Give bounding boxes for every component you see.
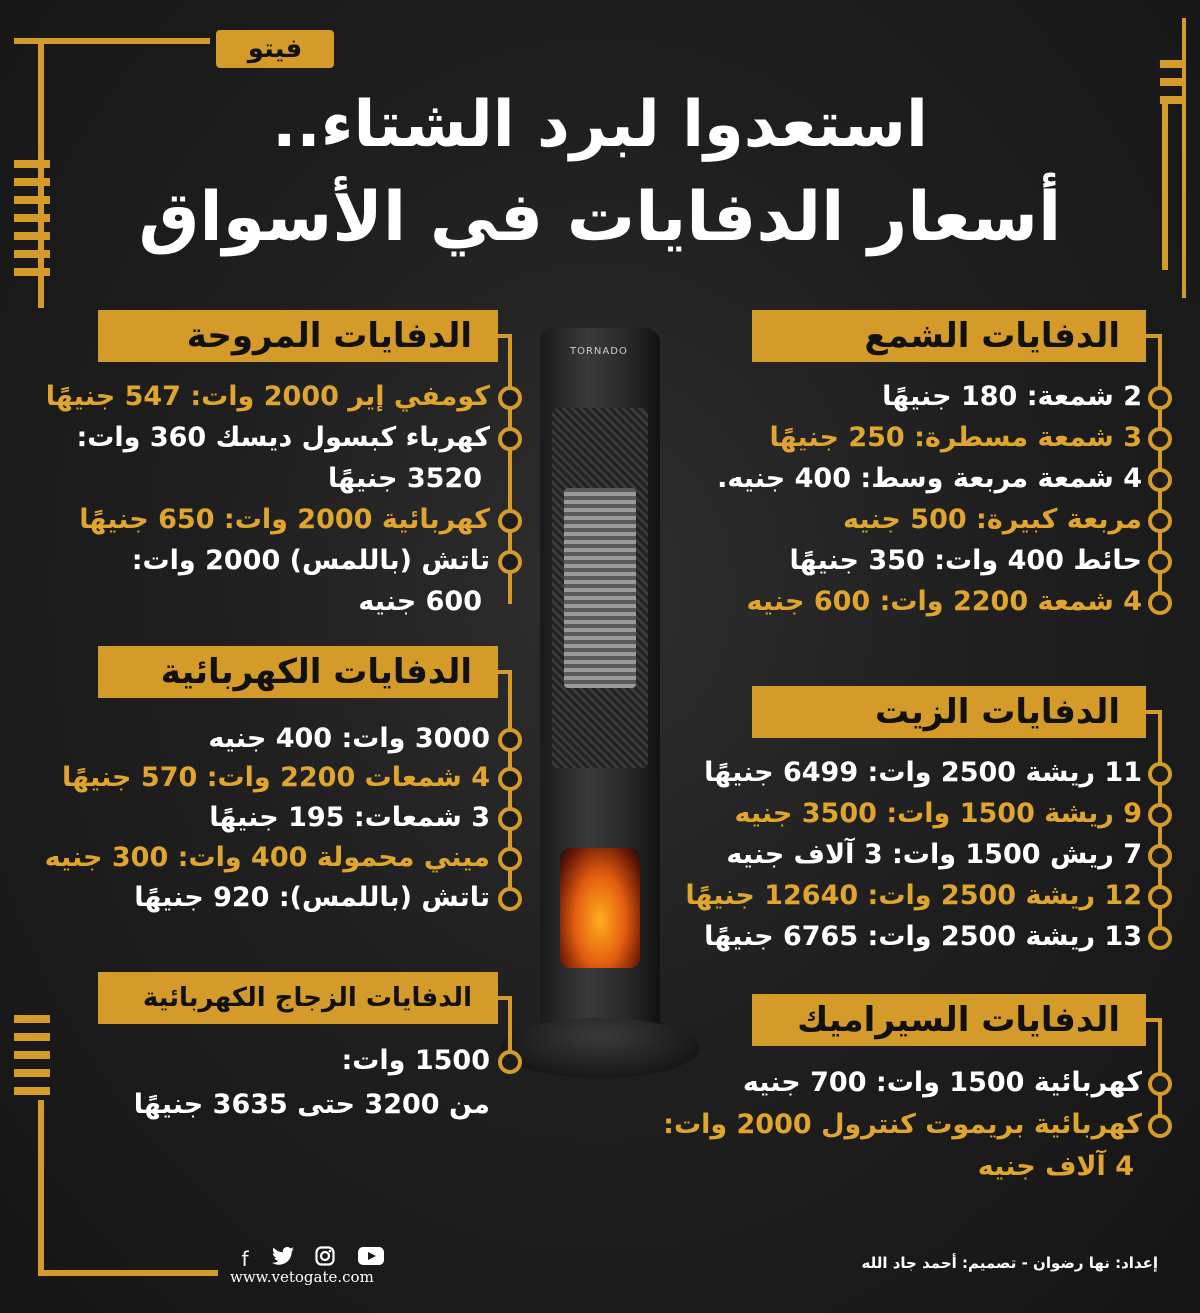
fan-item: 3520 جنيهًا xyxy=(327,463,482,494)
page-title-line1: استعدوا لبرد الشتاء.. xyxy=(272,88,928,162)
bullet-dot xyxy=(498,427,522,451)
section-line-glass xyxy=(508,996,512,1058)
heater-element xyxy=(564,488,636,688)
bullet-dot xyxy=(498,847,522,871)
fan-item: كهربائية 2000 وات: 650 جنيهًا xyxy=(79,504,490,535)
bullet-dot xyxy=(1148,468,1172,492)
tick xyxy=(14,1051,50,1059)
section-header-oil: الدفايات الزيت xyxy=(752,686,1146,738)
oil-item: 12 ريشة 2500 وات: 12640 جنيهًا xyxy=(685,880,1142,911)
bullet-dot xyxy=(498,386,522,410)
bullet-dot xyxy=(1148,885,1172,909)
bullet-dot xyxy=(498,767,522,791)
fan-item: كومفي إير 2000 وات: 547 جنيهًا xyxy=(45,381,490,412)
bullet-dot xyxy=(1148,509,1172,533)
tick xyxy=(14,1033,50,1041)
candle-item: مربعة كبيرة: 500 جنيه xyxy=(843,504,1142,535)
tick xyxy=(1160,78,1182,86)
heater-fire xyxy=(560,848,640,968)
bullet-dot xyxy=(498,728,522,752)
oil-item: 13 ريشة 2500 وات: 6765 جنيهًا xyxy=(704,921,1142,952)
bullet-dot xyxy=(1148,386,1172,410)
fan-item: كهرباء كبسول ديسك 360 وات: xyxy=(76,422,490,453)
bullet-dot xyxy=(1148,591,1172,615)
bullet-dot xyxy=(498,807,522,831)
candle-item: 4 شمعة 2200 وات: 600 جنيه xyxy=(746,586,1142,617)
section-line-ceramic xyxy=(1158,1018,1162,1122)
tick xyxy=(1160,60,1182,68)
oil-item: 9 ريشة 1500 وات: 3500 جنيه xyxy=(734,798,1142,829)
electric-item: 3000 وات: 400 جنيه xyxy=(208,723,490,754)
bullet-dot xyxy=(1148,803,1172,827)
section-header-ceramic: الدفايات السيراميك xyxy=(752,994,1146,1046)
candle-item: 2 شمعة: 180 جنيهًا xyxy=(882,381,1142,412)
frame-left-bottom xyxy=(38,1100,44,1276)
frame-bottom xyxy=(38,1270,218,1276)
glass-item: 1500 وات: xyxy=(341,1045,490,1076)
tick xyxy=(14,1069,50,1077)
oil-item: 7 ريش 1500 وات: 3 آلاف جنيه xyxy=(726,839,1142,870)
bullet-dot xyxy=(498,509,522,533)
electric-item: 3 شمعات: 195 جنيهًا xyxy=(209,802,490,833)
bullet-dot xyxy=(498,1050,522,1074)
bullet-dot xyxy=(1148,550,1172,574)
ceramic-item: كهربائية بريموت كنترول 2000 وات: xyxy=(663,1109,1142,1140)
fan-item: 600 جنيه xyxy=(358,586,482,617)
bullet-dot xyxy=(1148,844,1172,868)
oil-item: 11 ريشة 2500 وات: 6499 جنيهًا xyxy=(704,757,1142,788)
bullet-dot xyxy=(1148,427,1172,451)
electric-item: تاتش (باللمس): 920 جنيهًا xyxy=(134,882,490,913)
glass-item: من 3200 حتى 3635 جنيهًا xyxy=(133,1089,490,1120)
candle-item: حائط 400 وات: 350 جنيهًا xyxy=(789,545,1142,576)
bullet-dot xyxy=(1148,1114,1172,1138)
bullet-dot xyxy=(1148,1072,1172,1096)
section-header-electric: الدفايات الكهربائية xyxy=(98,646,498,698)
section-header-candle: الدفايات الشمع xyxy=(752,310,1146,362)
tick xyxy=(14,268,50,276)
fan-item: تاتش (باللمس) 2000 وات: xyxy=(131,545,490,576)
bullet-dot xyxy=(1148,926,1172,950)
bullet-dot xyxy=(498,887,522,911)
bullet-dot xyxy=(1148,762,1172,786)
candle-item: 4 شمعة مربعة وسط: 400 جنيه. xyxy=(717,463,1142,494)
credits: إعداد: نها رضوان - تصميم: أحمد جاد الله xyxy=(861,1254,1158,1272)
heater-base xyxy=(500,1018,700,1078)
heater-image xyxy=(530,328,710,1088)
electric-item: 4 شمعات 2200 وات: 570 جنيهًا xyxy=(62,762,490,793)
ceramic-item: 4 آلاف جنيه xyxy=(977,1151,1134,1182)
electric-item: ميني محمولة 400 وات: 300 جنيه xyxy=(44,842,490,873)
page-title-line2: أسعار الدفايات في الأسواق xyxy=(138,178,1062,257)
bullet-dot xyxy=(498,550,522,574)
website-url[interactable]: www.vetogate.com xyxy=(230,1268,374,1286)
candle-item: 3 شمعة مسطرة: 250 جنيهًا xyxy=(769,422,1142,453)
section-header-glass: الدفايات الزجاج الكهربائية xyxy=(98,972,498,1024)
ceramic-item: كهربائية 1500 وات: 700 جنيه xyxy=(742,1067,1142,1098)
heater-brand-label: TORNADO xyxy=(570,346,628,357)
section-header-fan: الدفايات المروحة xyxy=(98,310,498,362)
tick xyxy=(14,1015,50,1023)
brand-logo[interactable]: فيتو xyxy=(216,30,334,68)
tick xyxy=(14,1087,50,1095)
facebook-icon[interactable]: f xyxy=(241,1247,249,1271)
